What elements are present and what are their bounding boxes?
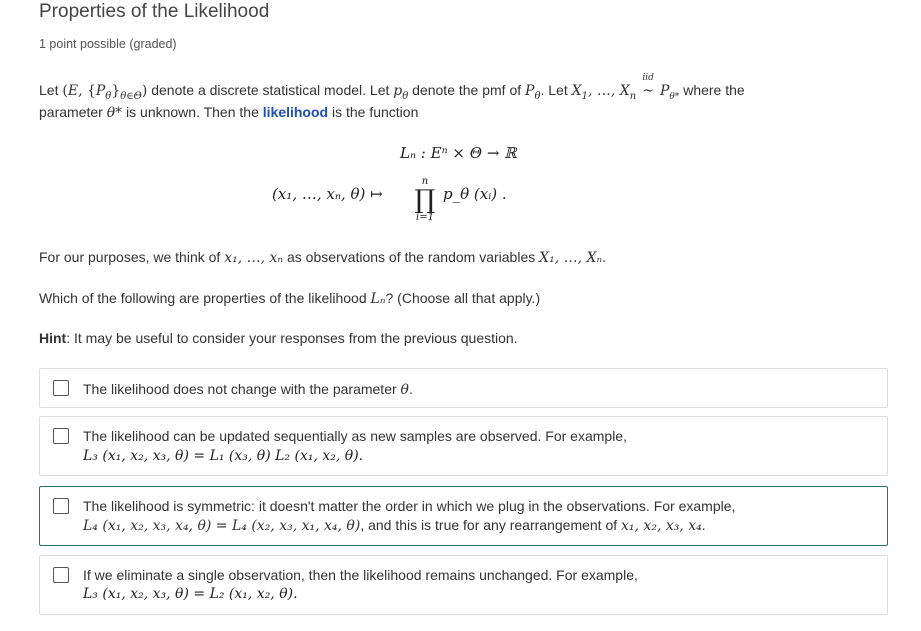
intro-line-2: parameter θ* is unknown. Then the likelihood is the function bbox=[39, 104, 419, 121]
option-2-label: The likelihood can be updated sequentially as new samples are observed. For example, bbox=[83, 428, 627, 444]
observations-paragraph: For our purposes, we think of x₁, …, xₙ as observations of the random variables X₁, …, Xₙ. bbox=[39, 249, 607, 266]
option-3-checkbox[interactable] bbox=[53, 498, 69, 514]
iid-symbol: iid ~ bbox=[642, 73, 654, 99]
equation-line-2-left: (x₁, …, xₙ, θ) ↦ bbox=[272, 185, 383, 203]
option-3-label: The likelihood is symmetric: it doesn't matter the order in which we plug in the observations. For example, bbox=[83, 498, 736, 514]
option-2-math: L₃ (x₁, x₂, x₃, θ) = L₁ (x₃, θ) L₂ (x₁, x₂, θ). bbox=[83, 448, 364, 464]
option-1-checkbox[interactable] bbox=[53, 380, 69, 396]
option-4-checkbox[interactable] bbox=[53, 567, 69, 583]
option-4-label: If we eliminate a single observation, then the likelihood remains unchanged. For example, bbox=[83, 567, 638, 583]
equation-line-1: Lₙ : Eⁿ × Θ → ℝ bbox=[400, 144, 517, 162]
model-math: (E, $\{P_\theta\}_{\theta\in\Theta}$) bbox=[62, 83, 148, 102]
option-2[interactable] bbox=[39, 416, 888, 476]
option-1[interactable] bbox=[39, 368, 888, 408]
option-3-line-2: L₄ (x₁, x₂, x₃, x₄, θ) = L₄ (x₂, x₃, x₁, x₄, θ), and this is true for any rearrangement of x₁, x₂, x₃, x₄. bbox=[83, 517, 706, 534]
option-1-label: The likelihood does not change with the parameter θ. bbox=[83, 381, 413, 398]
option-2-checkbox[interactable] bbox=[53, 428, 69, 444]
likelihood-term: likelihood bbox=[262, 104, 329, 120]
equation-line-2-right: p_θ (xᵢ) . bbox=[443, 185, 507, 203]
intro-line-1: Let (E, $\{P_\theta\}_{\theta\in\Theta}$) denote a discrete statistical model. Let $p_\theta$ denote the pmf of $P_\theta$. Let $X_1$, …, $X_n$ iid ~ $P_{\theta*}$ where the bbox=[39, 73, 745, 102]
theta-star-math: θ* bbox=[106, 105, 123, 121]
product-operator: n ∏ i=1 bbox=[414, 176, 436, 223]
question-text: Which of the following are properties of the likelihood Lₙ? (Choose all that apply.) bbox=[39, 290, 541, 307]
option-4[interactable] bbox=[39, 555, 888, 615]
option-4-math: L₃ (x₁, x₂, x₃, θ) = L₂ (x₁, x₂, θ). bbox=[83, 586, 298, 602]
option-3[interactable] bbox=[39, 486, 888, 546]
intro-text: Let bbox=[39, 82, 63, 98]
problem-title: Properties of the Likelihood bbox=[39, 1, 270, 22]
points-label: 1 point possible (graded) bbox=[39, 37, 177, 51]
hint-text: Hint: It may be useful to consider your responses from the previous question. bbox=[39, 330, 518, 346]
